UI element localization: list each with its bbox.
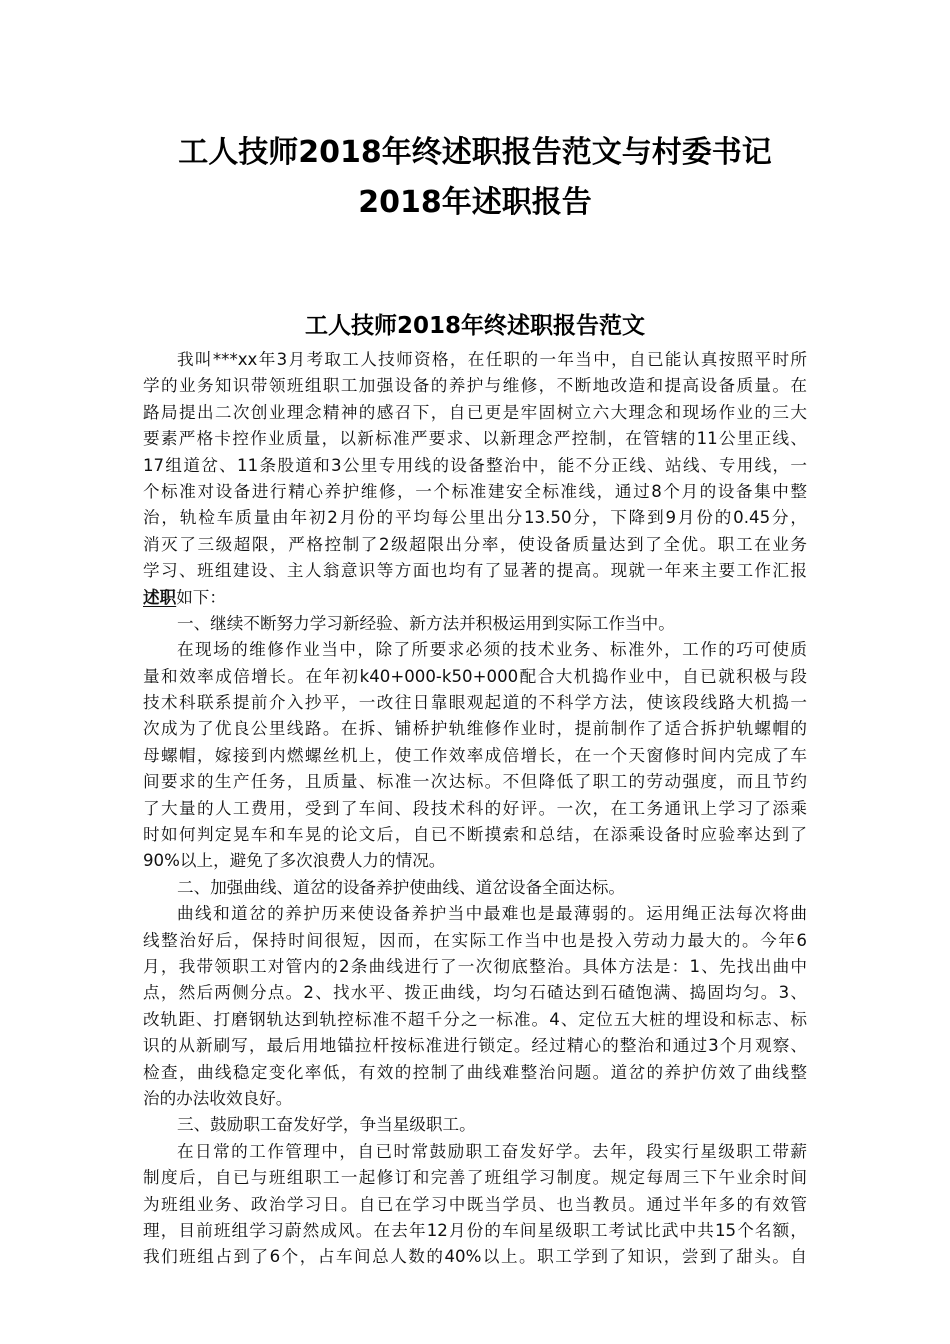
line-text: 改轨距、打磨钢轨达到轨控标准不超千分之一标准。4、定位五大桩的埋设和标志、标 [143,1009,807,1029]
line-text: 我们班组占到了6个，占车间总人数的40%以上。职工学到了知识，尝到了甜头。自 [143,1247,807,1267]
line-text: 一、继续不断努力学习新经验、新方法并积极运用到实际工作当中。 [177,613,675,633]
body-text [143,347,807,1271]
title-line-2: 2018年述职报告 [358,185,592,220]
line-text: 二、加强曲线、道岔的设备养护使曲线、道岔设备全面达标。 [177,877,626,897]
text-line [143,532,807,558]
text-line [143,796,807,822]
line-text: 检查，曲线稳定变化率低，有效的控制了曲线难整治问题。道岔的养护仿效了曲线整 [143,1062,807,1082]
text-line [143,980,807,1006]
line-text: 学的业务知识带领班组职工加强设备的养护与维修，不断地改造和提高设备质量。在 [143,376,807,396]
line-text: 识的从新刷写，最后用地锚拉杆按标准进行锁定。经过精心的整治和通过3个月观察、 [143,1036,807,1056]
line-text: 在现场的维修作业当中，除了所要求必须的技术业务、标准外，工作的巧可使质 [177,640,807,660]
text-line [143,1218,807,1244]
line-text: 在日常的工作管理中，自已时常鼓励职工奋发好学。去年，段实行星级职工带薪 [177,1141,807,1161]
text-line [143,1139,807,1165]
line-text: 我叫***xx年3月考取工人技师资格，在任职的一年当中，自已能认真按照平时所 [177,350,807,369]
line-text: 消灭了三级超限，严格控制了2级超限出分率，使设备质量达到了全优。职工在业务 [143,534,807,554]
text-line [143,664,807,690]
text-line [143,426,807,452]
text-line [143,769,807,795]
text-line [143,453,807,479]
text-line [143,347,807,373]
text-line [143,558,807,584]
text-line [143,1007,807,1033]
text-line [143,505,807,531]
line-text: 曲线和道岔的养护历来使设备养护当中最难也是最薄弱的。运用绳正法每次将曲 [177,904,807,924]
emphasized-term: 述职 [143,587,177,607]
line-text: 点，然后两侧分点。2、找水平、拨正曲线，均匀石碴达到石碴饱满、捣固均匀。3、 [143,983,807,1003]
text-line [143,637,807,663]
text-line [143,848,807,874]
text-line [143,690,807,716]
text-line [143,1165,807,1191]
text-line [143,954,807,980]
text-line [143,1033,807,1059]
text-line [143,716,807,742]
line-text: 治，轨检车质量由年初2月份的平均每公里出分13.50分，下降到9月份的0.45分， [143,508,807,528]
line-text: 母螺帽，嫁接到内燃螺丝机上，使工作效率成倍增长，在一个天窗修时间内完成了车 [143,745,807,765]
line-text: 90%以上，避免了多次浪费人力的情况。 [143,851,446,871]
document-title [60,128,890,228]
text-line [143,1112,807,1138]
text-line [143,743,807,769]
text-line [143,1060,807,1086]
text-line [143,373,807,399]
line-text: 三、鼓励职工奋发好学，争当星级职工。 [177,1115,476,1135]
line-text: 如下： [176,587,226,607]
line-text: 量和效率成倍增长。在年初k40+000-k50+000配合大机捣作业中，自已就积极与段 [143,666,807,686]
text-line [143,875,807,901]
line-text: 路局提出二次创业理念精神的感召下，自已更是牢固树立六大理念和现场作业的三大 [143,402,807,422]
line-text: 次成为了优良公里线路。在拆、铺桥护轨维修作业时，提前制作了适合拆护轨螺帽的 [143,719,807,739]
line-text: 技术科联系提前介入抄平，一改往日靠眼观起道的不科学方法，使该段线路大机捣一 [143,693,807,713]
line-text: 月，我带领职工对管内的2条曲线进行了一次彻底整治。具体方法是：1、先找出曲中 [143,956,807,976]
text-line [143,479,807,505]
text-line [143,822,807,848]
line-text: 线整治好后，保持时间很短，因而，在实际工作当中也是投入劳动力最大的。今年6 [143,930,807,950]
text-line [143,928,807,954]
line-text: 制度后，自已与班组职工一起修订和完善了班组学习制度。规定每周三下午业余时间 [143,1168,807,1188]
line-text: 治的办法收效良好。 [143,1088,293,1108]
line-text: 时如何判定晃车和车晃的论文后，自已不断摸索和总结，在添乘设备时应验率达到了 [143,825,807,845]
text-line [143,1086,807,1112]
line-text: 17组道岔、11条股道和3公里专用线的设备整治中，能不分正线、站线、专用线，一 [143,455,807,475]
line-text: 为班组业务、政治学习日。自已在学习中既当学员、也当教员。通过半年多的有效管 [143,1194,807,1214]
line-text: 间要求的生产任务，且质量、标准一次达标。不但降低了职工的劳动强度，而且节约 [143,772,807,792]
text-line [143,1192,807,1218]
text-line [143,585,807,611]
line-text: 学习、班组建设、主人翁意识等方面也均有了显著的提高。现就一年来主要工作汇报 [143,561,807,581]
line-text: 个标准对设备进行精心养护维修，一个标准建安全标准线，通过8个月的设备集中整 [143,481,807,501]
section-title: 工人技师2018年终述职报告范文 [304,313,645,339]
title-line-1: 工人技师2018年终述职报告范文与村委书记 [178,135,772,170]
text-line [143,901,807,927]
text-line [143,611,807,637]
line-text: 理，目前班组学习蔚然成风。在去年12月份的车间星级职工考试比武中共15个名额， [143,1220,807,1240]
text-line [143,400,807,426]
line-text: 了大量的人工费用，受到了车间、段技术科的好评。一次，在工务通讯上学习了添乘 [143,798,807,818]
line-text: 要素严格卡控作业质量，以新标准严要求、以新理念严控制，在管辖的11公里正线、 [143,429,807,449]
text-line [143,1244,807,1270]
